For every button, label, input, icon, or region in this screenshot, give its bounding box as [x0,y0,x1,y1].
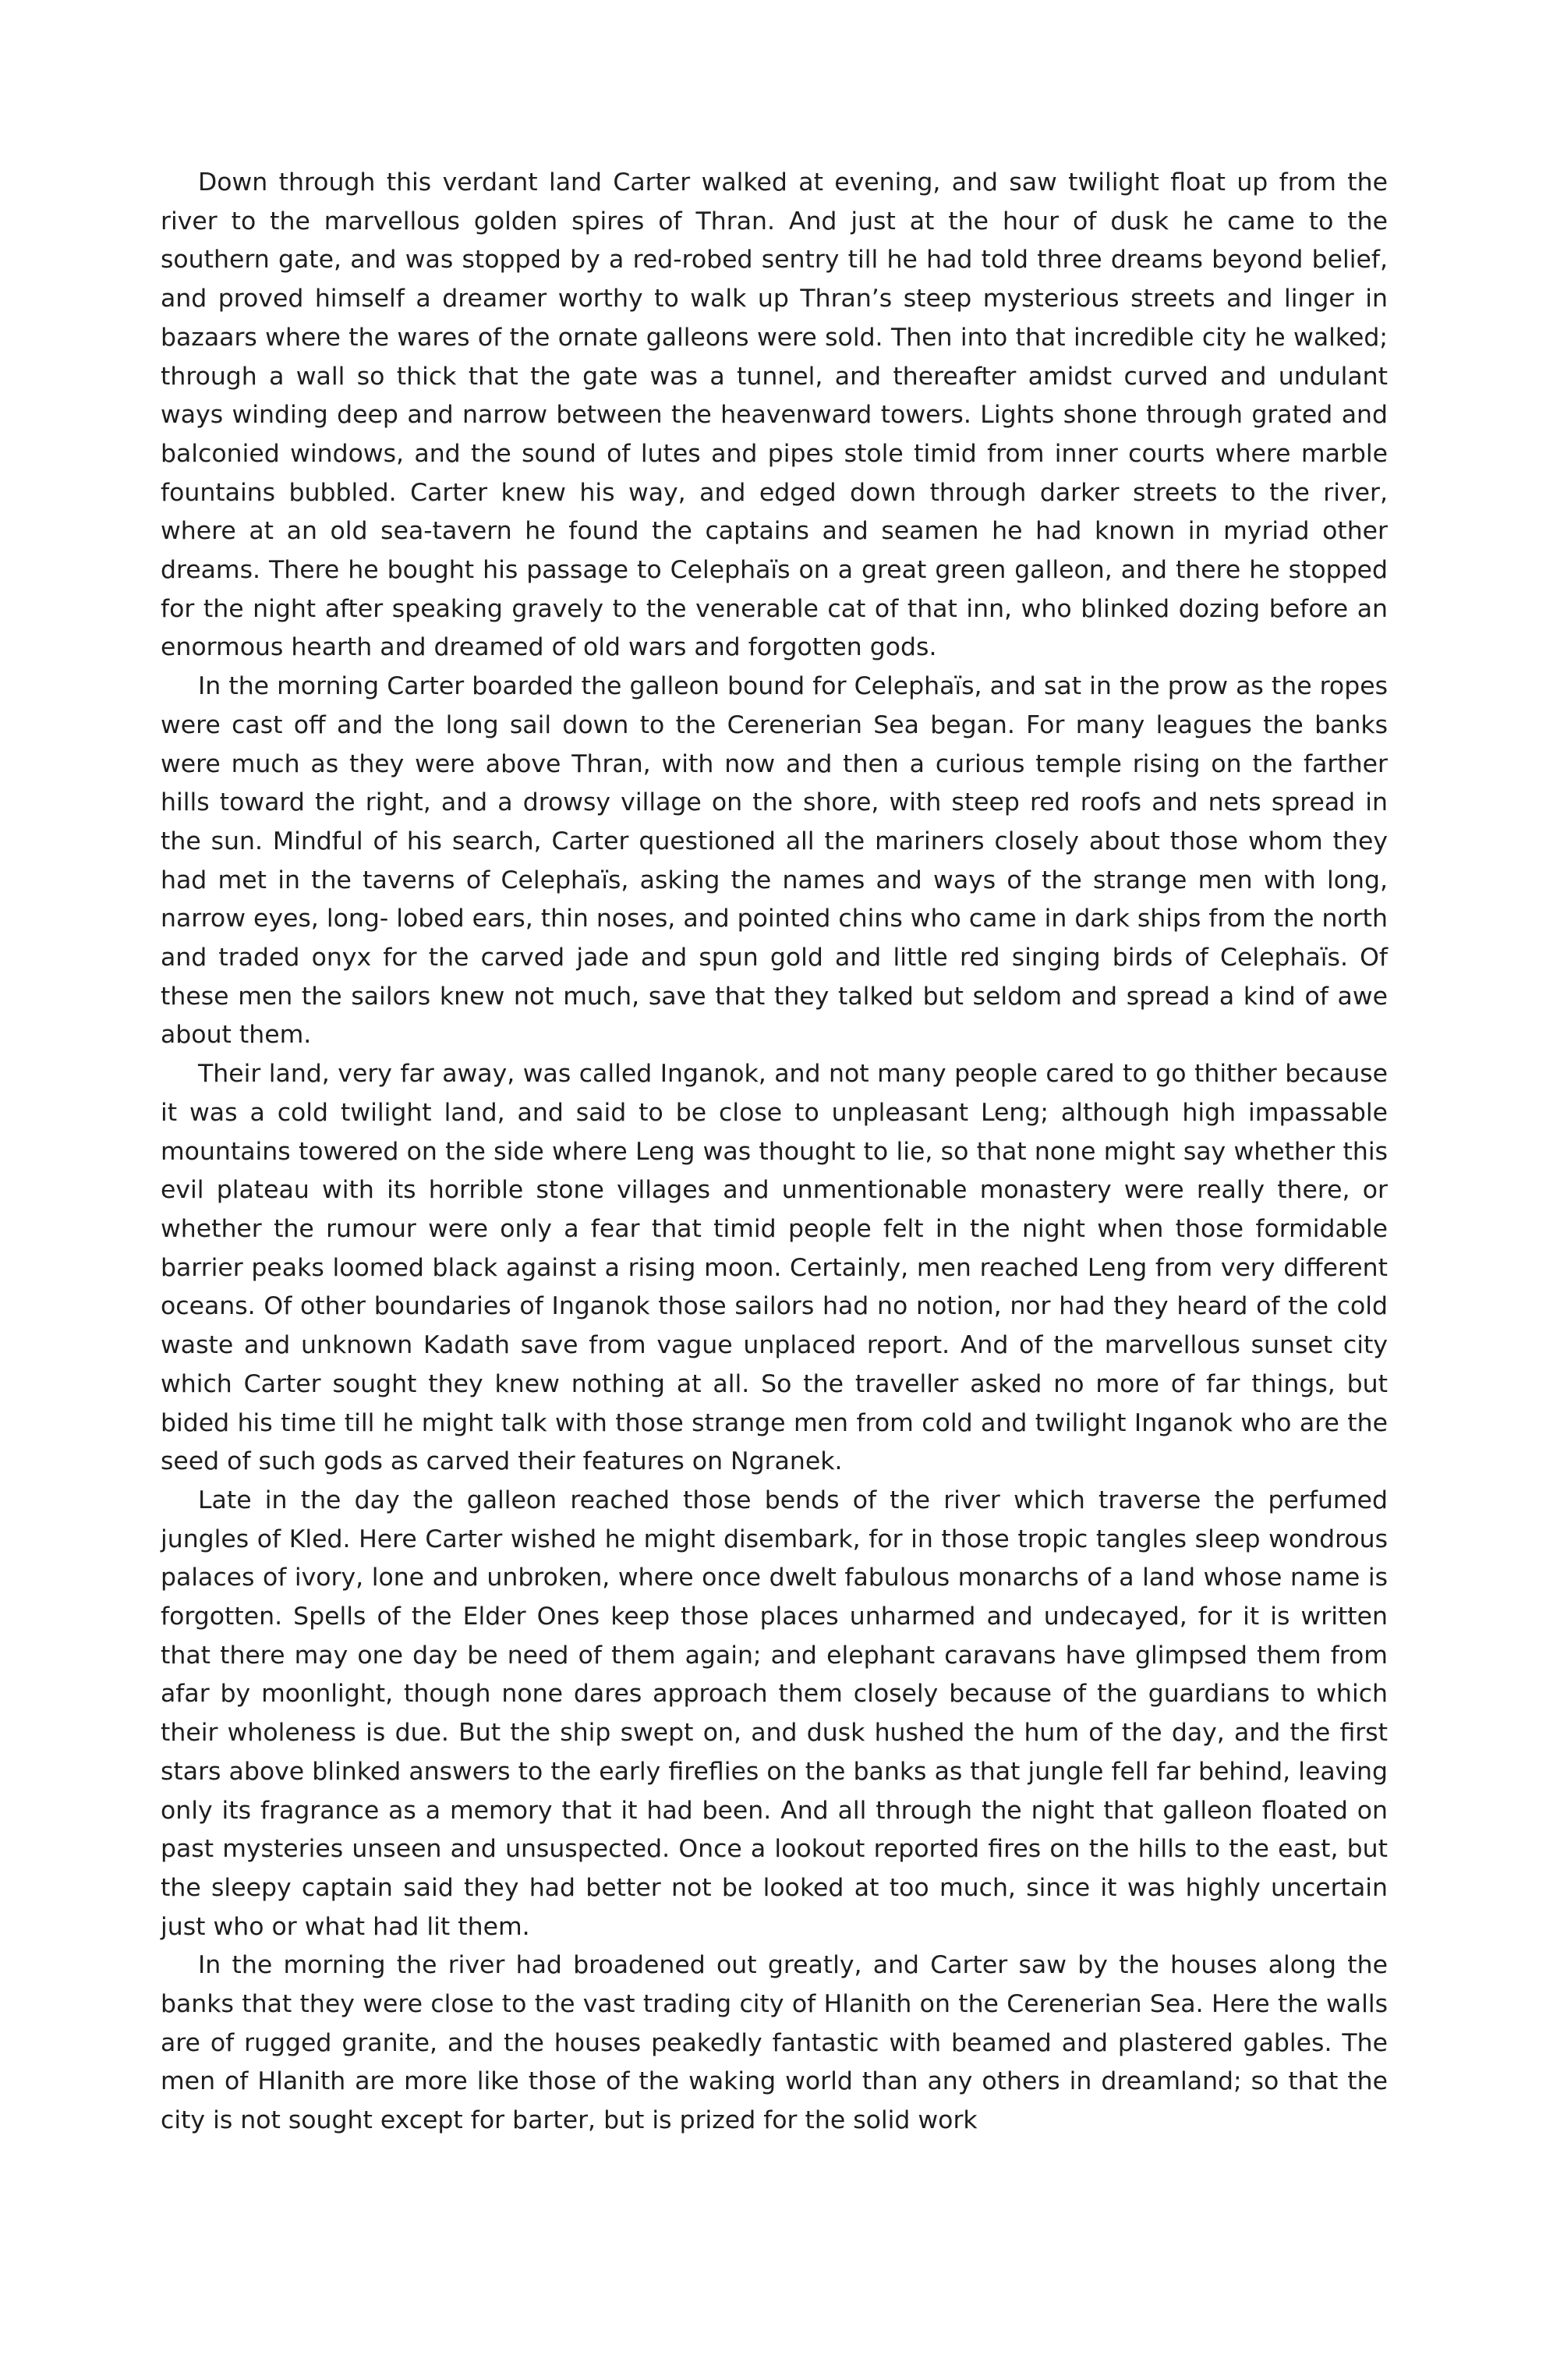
paragraph-thran-arrival: Down through this verdant land Carter walked at evening, and saw twilight float up from the river to the marvellous golden spires of Thran. And just at the hour of dusk he came to the southern gate, and was stopped by a red-robed sentry till he had told three dreams beyond belief, and proved himself a dreamer worthy to walk up Thran’s steep mysterious streets and linger in bazaars where the wares of the ornate galleons were sold. Then into that incredible city he walked; through a wall so thick that the gate was a tunnel, and thereafter amidst curved and undulant ways winding deep and narrow between the heavenward towers. Lights shone through grated and balconied windows, and the sound of lutes and pipes stole timid from inner courts where marble fountains bubbled. Carter knew his way, and edged down through darker streets to the river, where at an old sea-tavern he found the captains and seamen he had known in myriad other dreams. There he bought his passage to Celephaïs on a great green galleon, and there he stopped for the night after speaking gravely to the venerable cat of that inn, who blinked dozing before an enormous hearth and dreamed of old wars and forgotten gods. [161,168,1388,662]
paragraph-inganok: Their land, very far away, was called Inganok, and not many people cared to go thither because it was a cold twilight land, and said to be close to unpleasant Leng; although high impassable mountains towered on the side where Leng was thought to lie, so that none might say whether this evil plateau with its horrible stone villages and unmentionable monastery were really there, or whether the rumour were only a fear that timid people felt in the night when those formidable barrier peaks loomed black against a rising moon. Certainly, men reached Leng from very different oceans. Of other boundaries of Inganok those sailors had no notion, nor had they heard of the cold waste and unknown Kadath save from vague unplaced report. And of the marvellous sunset city which Carter sought they knew nothing at all. So the traveller asked no more of far things, but bided his time till he might talk with those strange men from cold and twilight Inganok who are the seed of such gods as carved their features on Ngranek. [161,1060,1388,1476]
paragraph-galleon-voyage: In the morning Carter boarded the galleon bound for Celephaïs, and sat in the prow as the ropes were cast off and the long sail down to the Cerenerian Sea began. For many leagues the banks were much as they were above Thran, with now and then a curious temple rising on the farther hills toward the right, and a drowsy village on the shore, with steep red roofs and nets spread in the sun. Mindful of his search, Carter questioned all the mariners closely about those whom they had met in the taverns of Celephaïs, asking the names and ways of the strange men with long, narrow eyes, long- lobed ears, thin noses, and pointed chins who came in dark ships from the north and traded onyx for the carved jade and spun gold and little red singing birds of Celephaïs. Of these men the sailors knew not much, save that they talked but seldom and spread a kind of awe about them. [161,672,1388,1050]
book-page [161,164,1388,2141]
paragraph-jungles-of-kled: Late in the day the galleon reached those bends of the river which traverse the perfumed jungles of Kled. Here Carter wished he might disembark, for in those tropic tangles sleep wondrous palaces of ivory, lone and unbroken, where once dwelt fabulous monarchs of a land whose name is forgotten. Spells of the Elder Ones keep those places unharmed and undecayed, for it is written that there may one day be need of them again; and elephant caravans have glimpsed them from afar by moonlight, though none dares approach them closely because of the guardians to which their wholeness is due. But the ship swept on, and dusk hushed the hum of the day, and the first stars above blinked answers to the early fireflies on the banks as that jungle fell far behind, leaving only its fragrance as a memory that it had been. And all through the night that galleon floated on past mysteries unseen and unsuspected. Once a lookout reported fires on the hills to the east, but the sleepy captain said they had better not be looked at too much, since it was highly uncertain just who or what had lit them. [161,1486,1388,1941]
paragraph-hlanith: In the morning the river had broadened out greatly, and Carter saw by the houses along the banks that they were close to the vast trading city of Hlanith on the Cerenerian Sea. Here the walls are of rugged granite, and the houses peakedly fantastic with beamed and plastered gables. The men of Hlanith are more like those of the waking world than any others in dreamland; so that the city is not sought except for barter, but is prized for the solid work [161,1951,1388,2135]
